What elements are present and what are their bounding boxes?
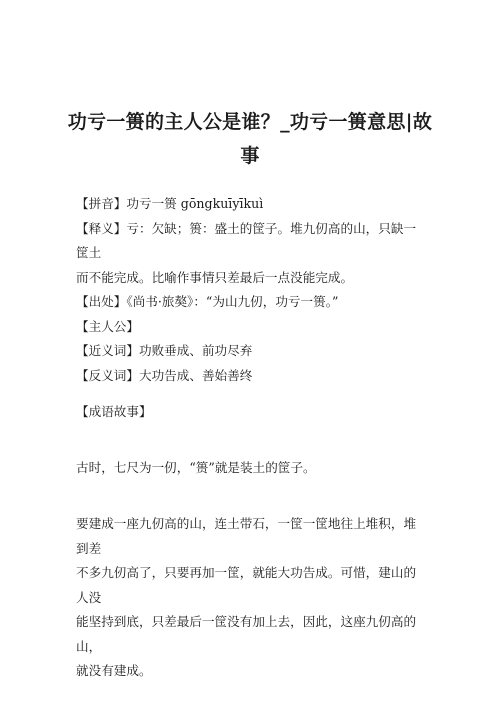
story-paragraph-2 <box>76 512 426 684</box>
pinyin-entry: 【拼音】功亏一篑 gōngkuīyīkuì <box>76 196 264 211</box>
idiom-info <box>76 192 426 388</box>
story-paragraph-1: 古时，七尺为一仞，“篑”就是装土的筐子。 <box>76 460 316 475</box>
antonyms-entry: 【反义词】大功告成、善始善终 <box>76 367 253 383</box>
meaning-entry-line-1: 【释义】亏：欠缺；篑：盛土的筐子。堆九仞高的山，只缺一筐土 <box>76 220 417 260</box>
meaning-entry-line-2: 而不能完成。比喻作事情只差最后一点没能完成。 <box>76 269 354 285</box>
story-heading: 【成语故事】 <box>76 404 152 419</box>
story-paragraph-2-line-2: 不多九仞高了，只要再加一筐，就能大功告成。可惜，建山的人没 <box>76 565 417 605</box>
source-entry: 【出处】《尚书·旅獒》：“为山九仞，功亏一篑。” <box>76 294 339 309</box>
story-paragraph-2-line-3: 能坚持到底，只差最后一筐没有加上去，因此，这座九仞高的山， <box>76 614 417 654</box>
story-paragraph-2-line-4: 就没有建成。 <box>76 663 152 678</box>
page-title: 功亏一篑的主人公是谁？_功亏一篑意思|故事 <box>67 110 433 167</box>
protagonist-entry: 【主人公】 <box>76 318 139 334</box>
synonyms-entry: 【近义词】功败垂成、前功尽弃 <box>76 343 253 358</box>
story-paragraph-2-line-1: 要建成一座九仞高的山，连土带石，一筐一筐地往上堆积，堆到差 <box>76 516 417 556</box>
